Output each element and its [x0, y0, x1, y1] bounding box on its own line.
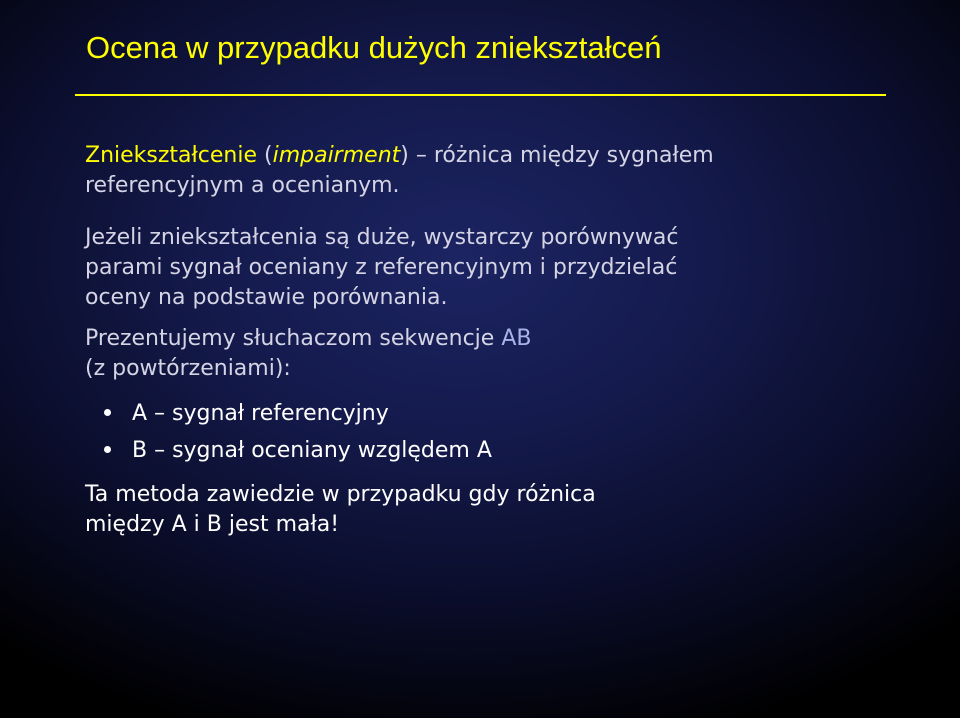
definition-line-2: referencyjnym a ocenianym.	[85, 173, 400, 198]
definition-term: Zniekształcenie	[85, 143, 257, 168]
bullet-text-a: A – sygnał referencyjny	[132, 401, 389, 426]
sequence-paragraph	[85, 324, 531, 384]
sequence-line-2: (z powtórzeniami):	[85, 356, 291, 381]
definition-paren-close: )	[400, 143, 409, 168]
slide-title: Ocena w przypadku dużych zniekształceń	[86, 30, 662, 65]
bullet-text-b: B – sygnał oceniany względem A	[132, 438, 492, 463]
sequence-ab: AB	[501, 326, 532, 351]
definition-term-english: impairment	[272, 143, 401, 168]
comparison-line-1: Jeżeli zniekształcenia są duże, wystarczy porównywać	[85, 225, 679, 250]
definition-line-1	[85, 141, 714, 171]
bullet-list	[100, 395, 492, 469]
comparison-line-3: oceny na podstawie porównania.	[85, 285, 448, 310]
definition-text: – różnica między sygnałem	[408, 143, 714, 168]
conclusion-line-2: między A i B jest mała!	[85, 512, 340, 537]
comparison-paragraph	[85, 223, 678, 313]
sequence-line-1	[85, 324, 531, 354]
definition-paren-open: (	[257, 143, 273, 168]
definition-paragraph	[85, 141, 714, 201]
title-underline	[75, 94, 886, 96]
bullet-item-b	[100, 432, 492, 469]
bullet-item-a	[100, 395, 492, 432]
comparison-line-2: parami sygnał oceniany z referencyjnym i przydzielać	[85, 255, 678, 280]
conclusion-paragraph	[85, 480, 596, 540]
bullet-dot-icon	[104, 446, 111, 453]
bullet-dot-icon	[104, 409, 111, 416]
conclusion-line-1: Ta metoda zawiedzie w przypadku gdy różnica	[85, 482, 596, 507]
sequence-prefix: Prezentujemy słuchaczom sekwencje	[85, 326, 502, 351]
